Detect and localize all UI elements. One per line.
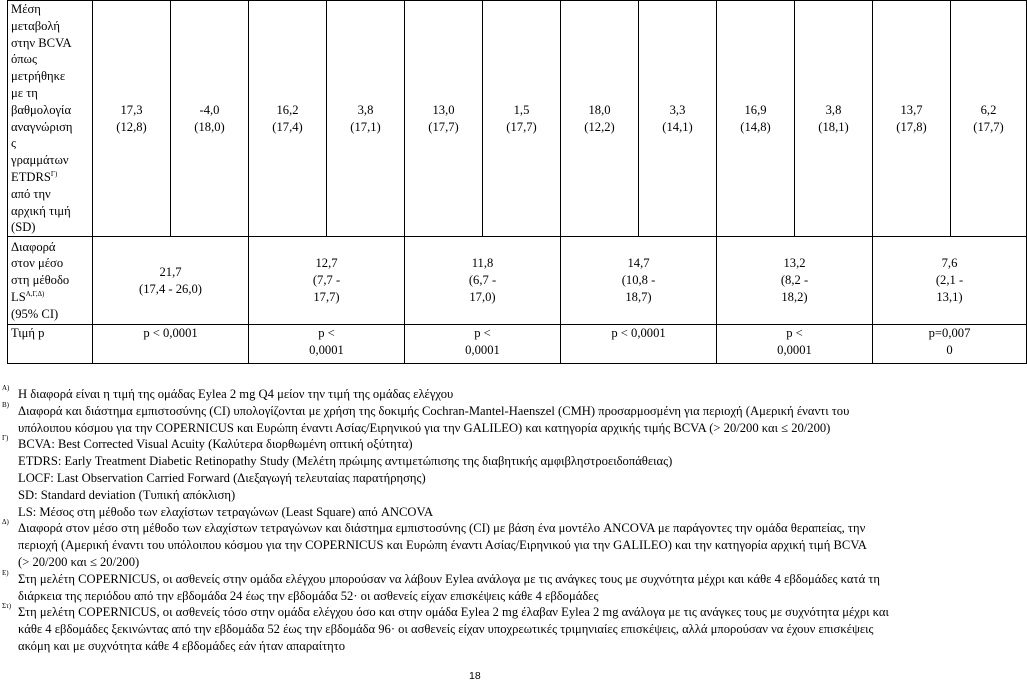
footnote-a: Α) Η διαφορά είναι η τιμή της ομάδας Eylea 2 mg Q4 μείον την τιμή της ομάδας ελέγχου [2,384,454,401]
row-label-bcva-change: Μέση μεταβολή στην BCVA όπως μετρήθηκε με τη βαθμολογία αναγνώριση ς γραμμάτων $ETDRS^{\Gamma)}$ από την αρχική τιμή (SD) [8,1,93,237]
table-cell: 16,9 (14,8) [717,1,795,237]
table-cell: 13,7 (17,8) [873,1,951,237]
table-cell: p < 0,0001 [405,325,561,364]
table-cell: 3,8 (18,1) [795,1,873,237]
table-cell: 14,7 (10,8 - 18,7) [561,237,717,325]
table-cell: 12,7 (7,7 - 17,7) [249,237,405,325]
footnote-marker: Στ) [2,602,12,611]
footnote-marker: Γ) [2,434,9,443]
table-cell: p < 0,0001 [717,325,873,364]
table-cell: 11,8 (6,7 - 17,0) [405,237,561,325]
table-cell: 13,0 (17,7) [405,1,483,237]
table-cell: p < 0,0001 [93,325,249,364]
table-cell: 21,7 (17,4 - 26,0) [93,237,249,325]
page-number: 18 [469,670,481,682]
table-cell: 3,3 (14,1) [639,1,717,237]
footnote-e: Ε) Στη μελέτη COPERNICUS, οι ασθενείς στην ομάδα ελέγχου μπορούσαν να λάβουν Eylea ανάλογα με τις ανάγκες τους με συχνότητα μέχρι και κάθε 4 εβδομάδες κατά τη διάρκεια της περιόδου από την εβδομάδα 24 έως την εβδομάδα 52· οι ασθενείς είχαν επισκέψεις κάθε 4 εβδομάδες [2,568,880,603]
footnote-marker: Ε) [2,568,9,577]
table-cell: -4,0 (18,0) [171,1,249,237]
footnote-f: Στ) Στη μελέτη COPERNICUS, οι ασθενείς τόσο στην ομάδα ελέγχου όσο και στην ομάδα Eylea 2 mg έλαβαν Eylea 2 mg ανάλογα με τις ανάγκες τους με συχνότητα μέχρι και κάθε 4 εβδομάδες ξεκινώντας από την εβδομάδα 52 έως την εβδομάδα 96· οι ασθενείς είχαν υποχρεωτικές τριμηνιαίες επισκέψεις, αλλά μπορούσαν να έχουν επισκέψεις ακόμη και με συχνότητα κάθε 4 εβδομάδες εάν ήταν απαραίτητο [2,602,889,653]
footnote-c: Γ) BCVA: Best Corrected Visual Acuity (Καλύτερα διορθωμένη οπτική οξύτητα) ETDRS: Early Treatment Diabetic Retinopathy Study (Μελέτη πρώιμης αντιμετώπισης της διαβητικής αμφιβληστροειδοπάθειας) LOCF: Last Observation Carried Forward (Διεξαγωγή τελευταίας παρατήρησης) SD: Standard deviation (Τυπική απόκλιση) LS: Μέσος στη μέθοδο των ελαχίστων τετραγώνων (Least Square) από ANCOVA [2,434,673,519]
footnotes [0,386,950,655]
row-label-ls-difference: Διαφορά στον μέσο στη μέθοδο $LS^{A,\Gamma,\Delta)}$ (95% CI) [8,237,93,325]
footnote-marker: Β) [2,400,9,409]
table-cell: 1,5 (17,7) [483,1,561,237]
table-cell: 7,6 (2,1 - 13,1) [873,237,1027,325]
results-table [7,0,1027,364]
table-row-ls-difference [8,237,1027,325]
table-cell: 3,8 (17,1) [327,1,405,237]
table-cell: 17,3 (12,8) [93,1,171,237]
table-row-bcva-change [8,1,1027,237]
table-cell: p=0,007 0 [873,325,1027,364]
footnote-marker: Α) [2,384,10,392]
table-cell: p < 0,0001 [561,325,717,364]
footnote-marker: Δ) [2,518,9,527]
table-cell: 18,0 (12,2) [561,1,639,237]
table-cell: 13,2 (8,2 - 18,2) [717,237,873,325]
table-row-p-value [8,325,1027,364]
row-label-p-value: Τιμή p [8,325,93,364]
table-cell: p < 0,0001 [249,325,405,364]
footnote-b: Β) Διαφορά και διάστημα εμπιστοσύνης (CI) υπολογίζονται με χρήση της δοκιμής Cochran-Mantel-Haenszel (CMH) προσαρμοσμένη για περιοχή (Αμερική έναντι του υπόλοιπου κόσμου για την COPERNICUS και Ευρώπη έναντι Ασίας/Ειρηνικού για την GALILEO) και κατηγορία αρχικής τιμής BCVA (> 20/200 και ≤ 20/200) [2,400,850,435]
table-cell: 16,2 (17,4) [249,1,327,237]
table-cell: 6,2 (17,7) [951,1,1027,237]
footnote-d: Δ) Διαφορά στον μέσο στη μέθοδο των ελαχίστων τετραγώνων και διάστημα εμπιστοσύνης (CI) με βάση ένα μοντέλο ANCOVA με παράγοντες την ομάδα θεραπείας, την περιοχή (Αμερική έναντι του υπόλοιπου κόσμου για την COPERNICUS και Ευρώπη έναντι Ασίας/Ειρηνικού για την GALILEO) και την κατηγορία αρχική τιμή BCVA (> 20/200 και ≤ 20/200) [2,518,867,569]
